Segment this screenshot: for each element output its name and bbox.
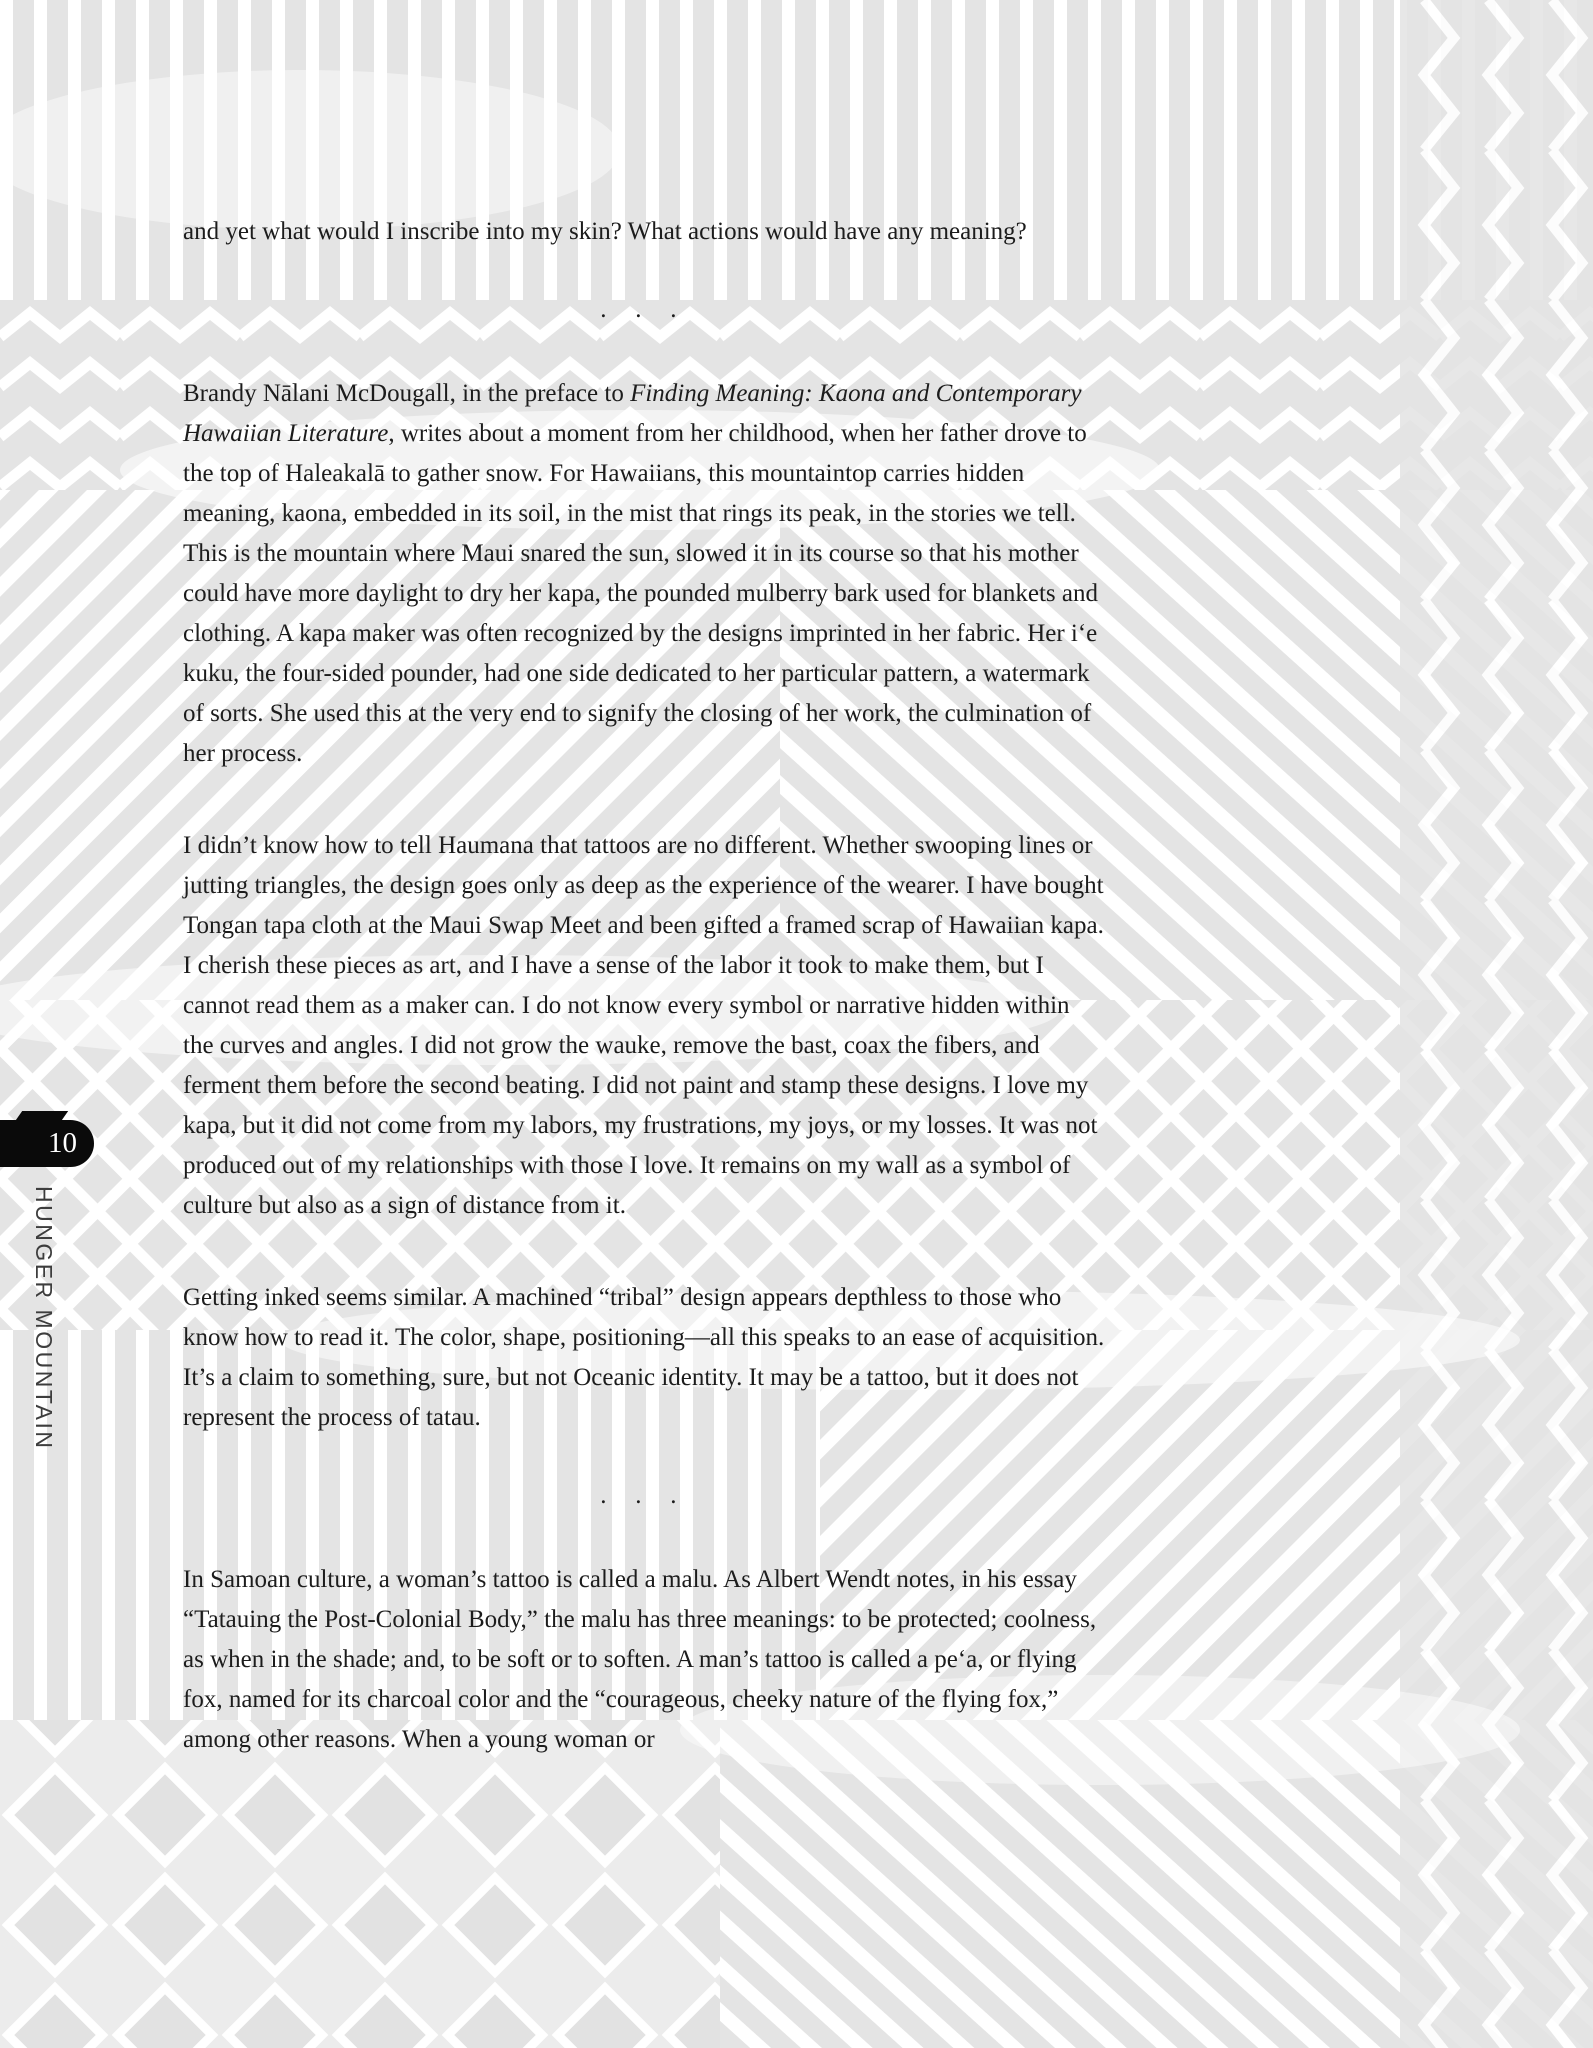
paragraph-text: , writes about a moment from her childhood, when her father drove to the top of Haleakalā to gather snow. For Hawaiians, this mountaintop carries hidden meaning, kaona, embedded in its soil, in the mist that rings its peak, in the stories we tell. This is the mountain where Maui snared the sun, slowed it in its course so that his mother could have more daylight to dry her kapa, the pounded mulberry bark used for blankets and clothing. A kapa maker was often recognized by the designs imprinted in her fabric. Her i‘e kuku, the four-sided pounder, had one side dedicated to her particular pattern, a watermark of sorts. She used this at the very end to signify the closing of her work, the culmination of her process.	[183, 420, 1099, 767]
body-content	[183, 212, 1105, 1812]
page-number-tab	[0, 1120, 94, 1167]
paragraph-text: In Samoan culture, a woman’s tattoo is called a malu. As Albert Wendt notes, in his essay “Tatauing the Post-Colonial Body,” the malu has three meanings: to be protected; coolness, as when in the shade; and, to be soft or to soften. A man’s tattoo is called a pe‘a, or flying fox, named for its charcoal color and the “courageous, cheeky nature of the flying fox,” among other reasons. When a young woman or	[183, 1566, 1097, 1753]
body-paragraph	[183, 1278, 1105, 1438]
body-paragraph	[183, 1560, 1105, 1760]
body-paragraph	[183, 374, 1105, 774]
body-paragraph	[183, 826, 1105, 1226]
paragraph-text: Getting inked seems similar. A machined “tribal” design appears depthless to those who know how to read it. The color, shape, positioning—all this speaks to an ease of acquisition. It’s a claim to something, sure, but not Oceanic identity. It may be a tattoo, but it does not represent the process of tatau.	[183, 1284, 1105, 1431]
paragraph-text: Brandy Nālani McDougall, in the preface to	[183, 380, 631, 407]
section-separator: . . .	[600, 1482, 688, 1509]
page-number: 10	[48, 1127, 77, 1159]
section-separator: . . .	[600, 296, 688, 323]
body-paragraph	[183, 212, 1105, 252]
journal-title-vertical: HUNGER MOUNTAIN	[31, 1186, 57, 1451]
book-title-italic: Finding Meaning: Kaona and Contemporary Hawaiian Literature	[183, 380, 1082, 447]
paragraph-text: and yet what would I inscribe into my skin? What actions would have any meaning?	[183, 218, 1027, 245]
paragraph-text: I didn’t know how to tell Haumana that tattoos are no different. Whether swooping lines or jutting triangles, the design goes only as deep as the experience of the wearer. I have bought Tongan tapa cloth at the Maui Swap Meet and been gifted a framed scrap of Hawaiian kapa. I cherish these pieces as art, and I have a sense of the labor it took to make them, but I cannot read them as a maker can. I do not know every symbol or narrative hidden within the curves and angles. I did not grow the wauke, remove the bast, coax the fibers, and ferment them before the second beating. I did not paint and stamp these designs. I love my kapa, but it did not come from my labors, my frustrations, my joys, or my losses. It was not produced out of my relationships with those I love. It remains on my wall as a symbol of culture but also as a sign of distance from it.	[183, 832, 1104, 1219]
